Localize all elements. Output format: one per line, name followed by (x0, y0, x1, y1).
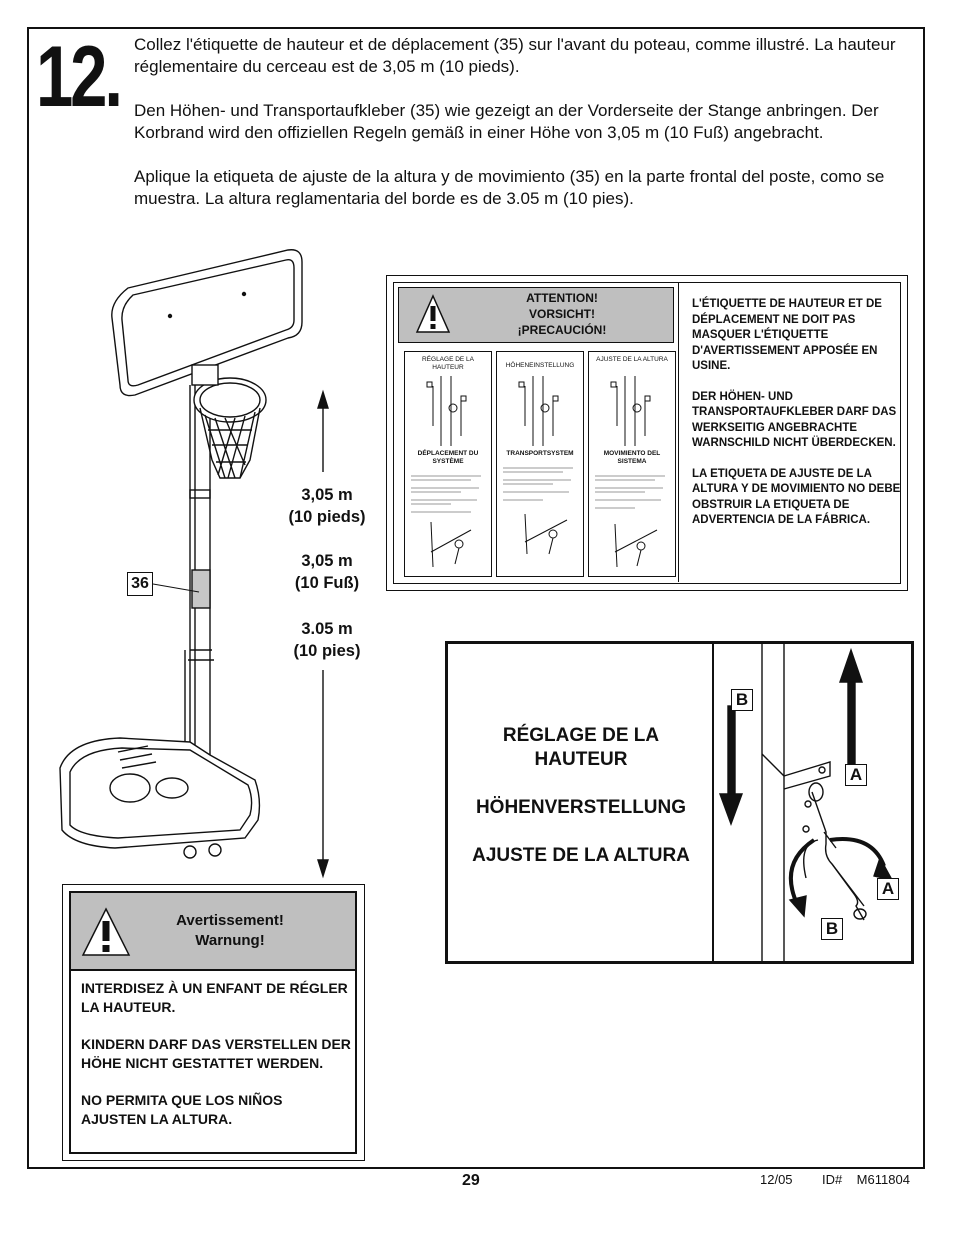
mini-instructions-lines (595, 472, 669, 572)
label-divider (678, 283, 679, 582)
height-imperial-german: (10 Fuß) (294, 574, 360, 592)
height-label-german (262, 550, 392, 594)
attention-french: ATTENTION! (526, 291, 598, 305)
footer-date: 12/05 (760, 1172, 793, 1187)
warning-triangle-icon (415, 294, 451, 334)
height-metric-german: 3,05 m (301, 552, 353, 570)
warning-inner-border (69, 891, 357, 1154)
footer-id: ID# M611804 (822, 1172, 910, 1187)
label-b-bottom: B (821, 918, 843, 940)
mini-subtitle-french: DÉPLACEMENT DU SYSTÈME (417, 450, 479, 465)
warning-title-german: Warnung! (195, 932, 265, 949)
mini-label-german (496, 351, 584, 577)
adjustment-french: RÉGLAGE DE LA HAUTEUR (502, 725, 660, 770)
label-note-german: DER HÖHEN- UND TRANSPORTAUFKLEBER DARF DAS WERKSEITIG ANGEBRACHTE WARNSCHILD NICHT ÜBERDECKEN. (692, 390, 897, 449)
warning-body (81, 979, 351, 1147)
height-label-spanish (262, 618, 392, 662)
label-note-french: L'ÉTIQUETTE DE HAUTEUR ET DE DÉPLACEMENT NE DOIT PAS MASQUER L'ÉTIQUETTE D'AVERTISSEMENT APPOSÉE EN USINE. (692, 298, 882, 372)
label-inner-border (393, 282, 901, 584)
warning-box (62, 884, 365, 1161)
warning-body-german: KINDERN DARF DAS VERSTELLEN DER HÖHE NICHT GESTATTET WERDEN. (81, 1036, 351, 1071)
mini-title-spanish: AJUSTE DE LA ALTURA (596, 356, 668, 363)
attention-german: VORSICHT! (529, 307, 595, 321)
mini-title-french: RÉGLAGE DE LA HAUTEUR (421, 356, 475, 371)
height-imperial-spanish: (10 pies) (293, 642, 361, 660)
height-label-french (262, 484, 392, 528)
step-number: 12. (36, 29, 120, 125)
part-callout: 36 (127, 572, 153, 596)
label-a-bottom: A (877, 878, 899, 900)
mini-label-spanish (588, 351, 676, 577)
mini-pole-diagram (423, 376, 473, 446)
warning-title (135, 911, 325, 951)
mini-instructions-lines (503, 464, 577, 564)
label-note (692, 297, 902, 544)
intro-text (134, 34, 904, 232)
mini-instructions-lines (411, 472, 485, 572)
attention-header (398, 287, 674, 343)
label-note-spanish: LA ETIQUETA DE AJUSTE DE LA ALTURA Y DE MOVIMIENTO NO DEBE OBSTRUIR LA ETIQUETA DE ADVERTENCIA DE LA FÁBRICA. (692, 467, 901, 526)
mini-subtitle-spanish: MOVIMIENTO DEL SISTEMA (603, 450, 661, 465)
adjustment-spanish: AJUSTE DE LA ALTURA (472, 845, 690, 866)
attention-text (457, 290, 667, 338)
intro-spanish: Aplique la etiqueta de ajuste de la altura y de movimiento (35) en la parte frontal del poste, como se muestra. La altura reglamentaria del borde es de 3.05 m (10 pies). (134, 167, 885, 208)
warning-body-french: INTERDISEZ À UN ENFANT DE RÉGLER LA HAUTEUR. (81, 980, 348, 1015)
height-metric-spanish: 3.05 m (301, 620, 353, 638)
adjustment-german: HÖHENVERSTELLUNG (475, 797, 687, 818)
warning-header (71, 893, 355, 971)
mini-pole-diagram (515, 376, 565, 446)
height-transport-label (386, 275, 908, 591)
height-adjustment-text (456, 724, 706, 892)
mini-pole-diagram (607, 376, 657, 446)
warning-triangle-icon (81, 907, 131, 957)
mini-label-french (404, 351, 492, 577)
warning-body-spanish: NO PERMITA QUE LOS NIÑOS AJUSTEN LA ALTURA. (81, 1092, 283, 1127)
height-imperial-french: (10 pieds) (288, 508, 366, 526)
warning-title-french: Avertissement! (176, 912, 284, 929)
label-b-top: B (731, 689, 753, 711)
mini-subtitle-german: TRANSPORTSYSTEM (506, 450, 574, 457)
height-metric-french: 3,05 m (301, 486, 353, 504)
attention-spanish: ¡PRECAUCIÓN! (517, 323, 607, 337)
label-a-top: A (845, 764, 867, 786)
callout-leader-line (153, 582, 203, 596)
mini-title-german: HÖHENEINSTELLUNG (505, 362, 575, 369)
page-number: 29 (462, 1172, 480, 1189)
height-adjustment-box (445, 641, 914, 964)
intro-french: Collez l'étiquette de hauteur et de déplacement (35) sur l'avant du poteau, comme illustré. La hauteur réglementaire du cerceau est de 3,05 m (10 pieds). (134, 35, 896, 76)
intro-german: Den Höhen- und Transportaufkleber (35) wie gezeigt an der Vorderseite der Stange anbringen. Der Korbrand wird den offiziellen Regeln gemäß in einer Höhe von 3,05 m (10 Fuß) angebracht. (134, 101, 879, 142)
